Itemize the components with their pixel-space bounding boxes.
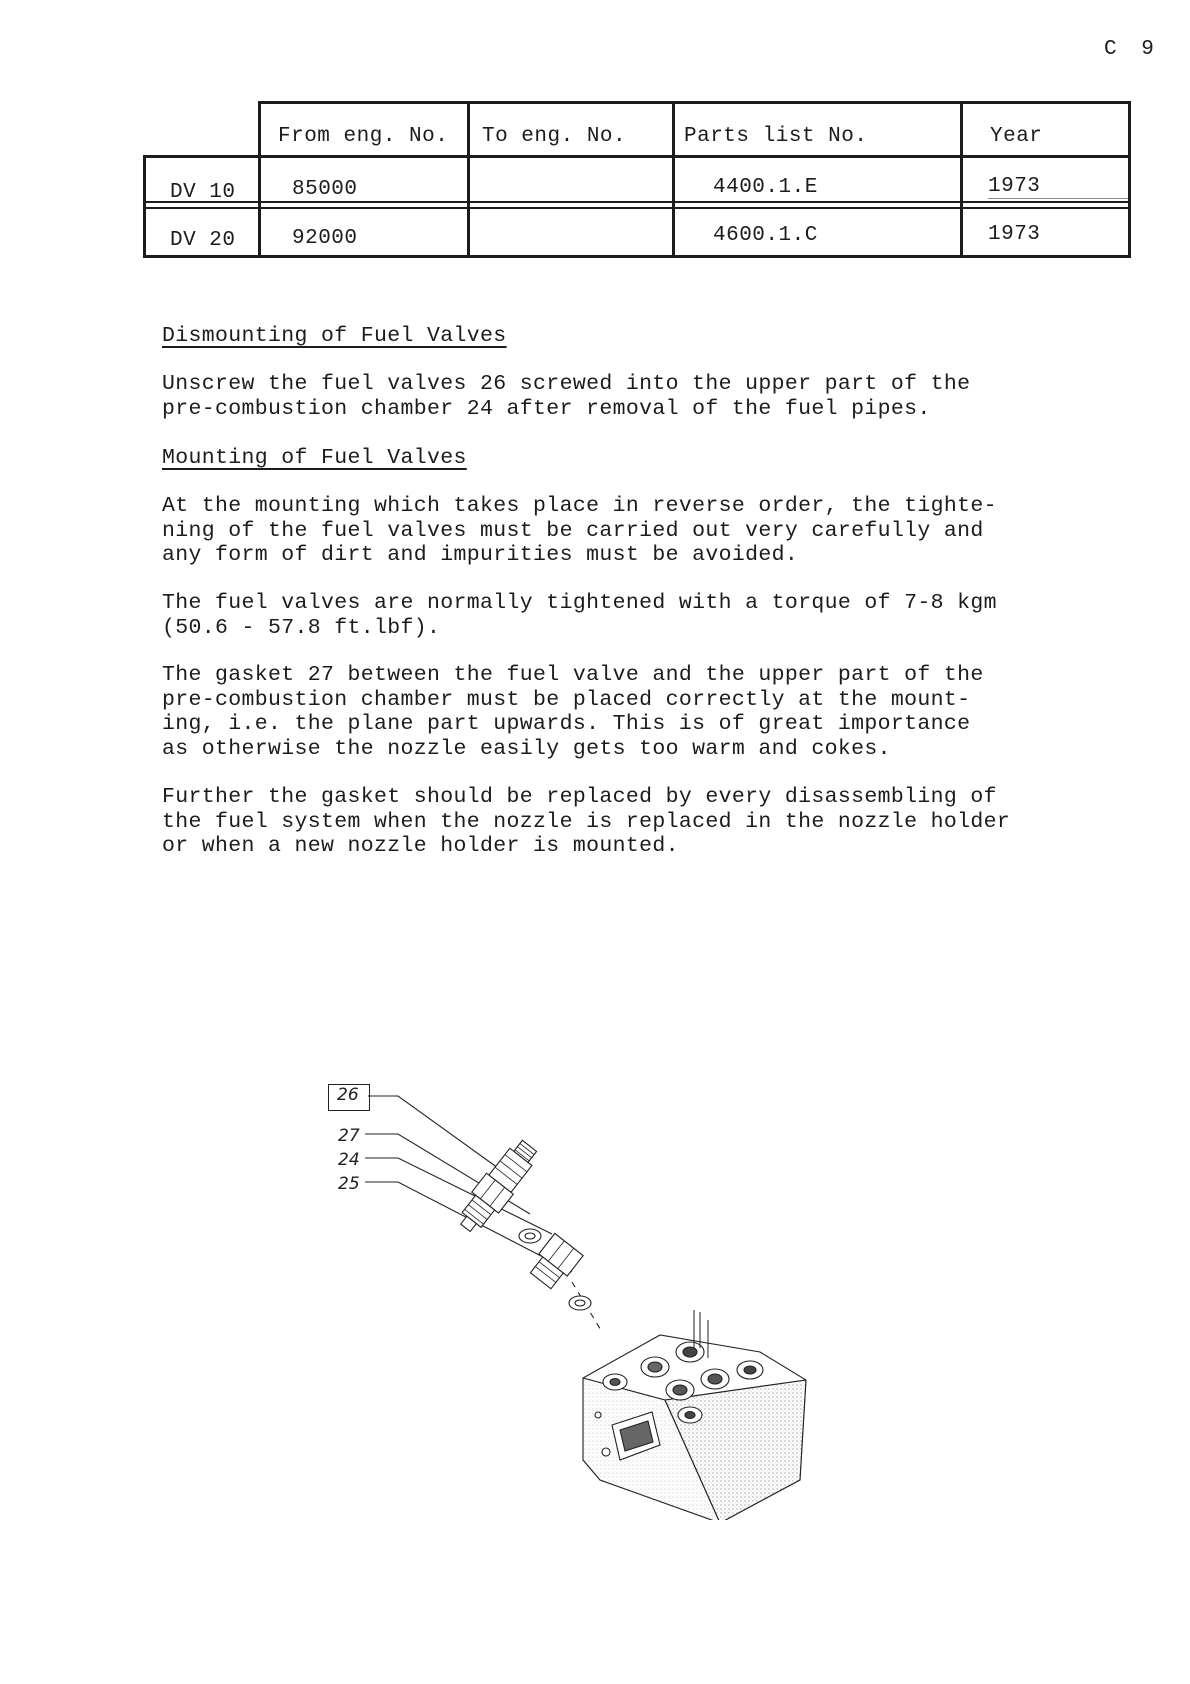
header-parts-list-no: Parts list No. <box>684 125 868 148</box>
row-dv10-year: 1973 <box>988 175 1041 198</box>
callout-25: 25 <box>338 1174 360 1194</box>
header-to-eng-no: To eng. No. <box>482 125 627 148</box>
mounting-paragraph-3: The gasket 27 between the fuel valve and the upper part of the pre-combustion chamber must be placed correctly at the mount- ing, i.e. the plane part upwards. This is of great importance as otherwise the nozzle easily gets too warm and cokes. <box>162 663 984 761</box>
row-dv10-model: DV 10 <box>170 181 236 204</box>
callout-27: 27 <box>338 1126 360 1146</box>
mounting-paragraph-2: The fuel valves are normally tightened with a torque of 7-8 kgm (50.6 - 57.8 ft.lbf). <box>162 591 997 640</box>
mounting-paragraph-4: Further the gasket should be replaced by every disassembling of the fuel system when the nozzle is replaced in the nozzle holder or when a new nozzle holder is mounted. <box>162 785 1011 858</box>
row-dv20-from: 92000 <box>292 227 358 250</box>
callout-26: 26 <box>337 1085 359 1105</box>
page-code: C 9 <box>1104 38 1160 61</box>
engine-parts-table <box>0 0 1190 280</box>
row-dv20-parts-list: 4600.1.C <box>713 224 818 247</box>
row-dv10-from: 85000 <box>292 178 358 201</box>
header-year: Year <box>990 125 1043 148</box>
fuel-valve-exploded-diagram <box>0 1040 1190 1520</box>
dismounting-paragraph: Unscrew the fuel valves 26 screwed into the upper part of the pre-combustion chamber 24 after removal of the fuel pipes. <box>162 372 971 421</box>
row-dv20-model: DV 20 <box>170 229 236 252</box>
mounting-paragraph-1: At the mounting which takes place in reverse order, the tighte- ning of the fuel valves must be carried out very carefully and any form of dirt and impurities must be avoided. <box>162 494 997 567</box>
row-dv10-parts-list: 4400.1.E <box>713 176 818 199</box>
dismounting-heading: Dismounting of Fuel Valves <box>162 324 507 348</box>
row-dv20-year: 1973 <box>988 223 1041 246</box>
callout-24: 24 <box>338 1150 360 1170</box>
mounting-heading: Mounting of Fuel Valves <box>162 446 467 470</box>
diagram-drawing <box>0 1040 1190 1520</box>
header-from-eng-no: From eng. No. <box>278 125 449 148</box>
